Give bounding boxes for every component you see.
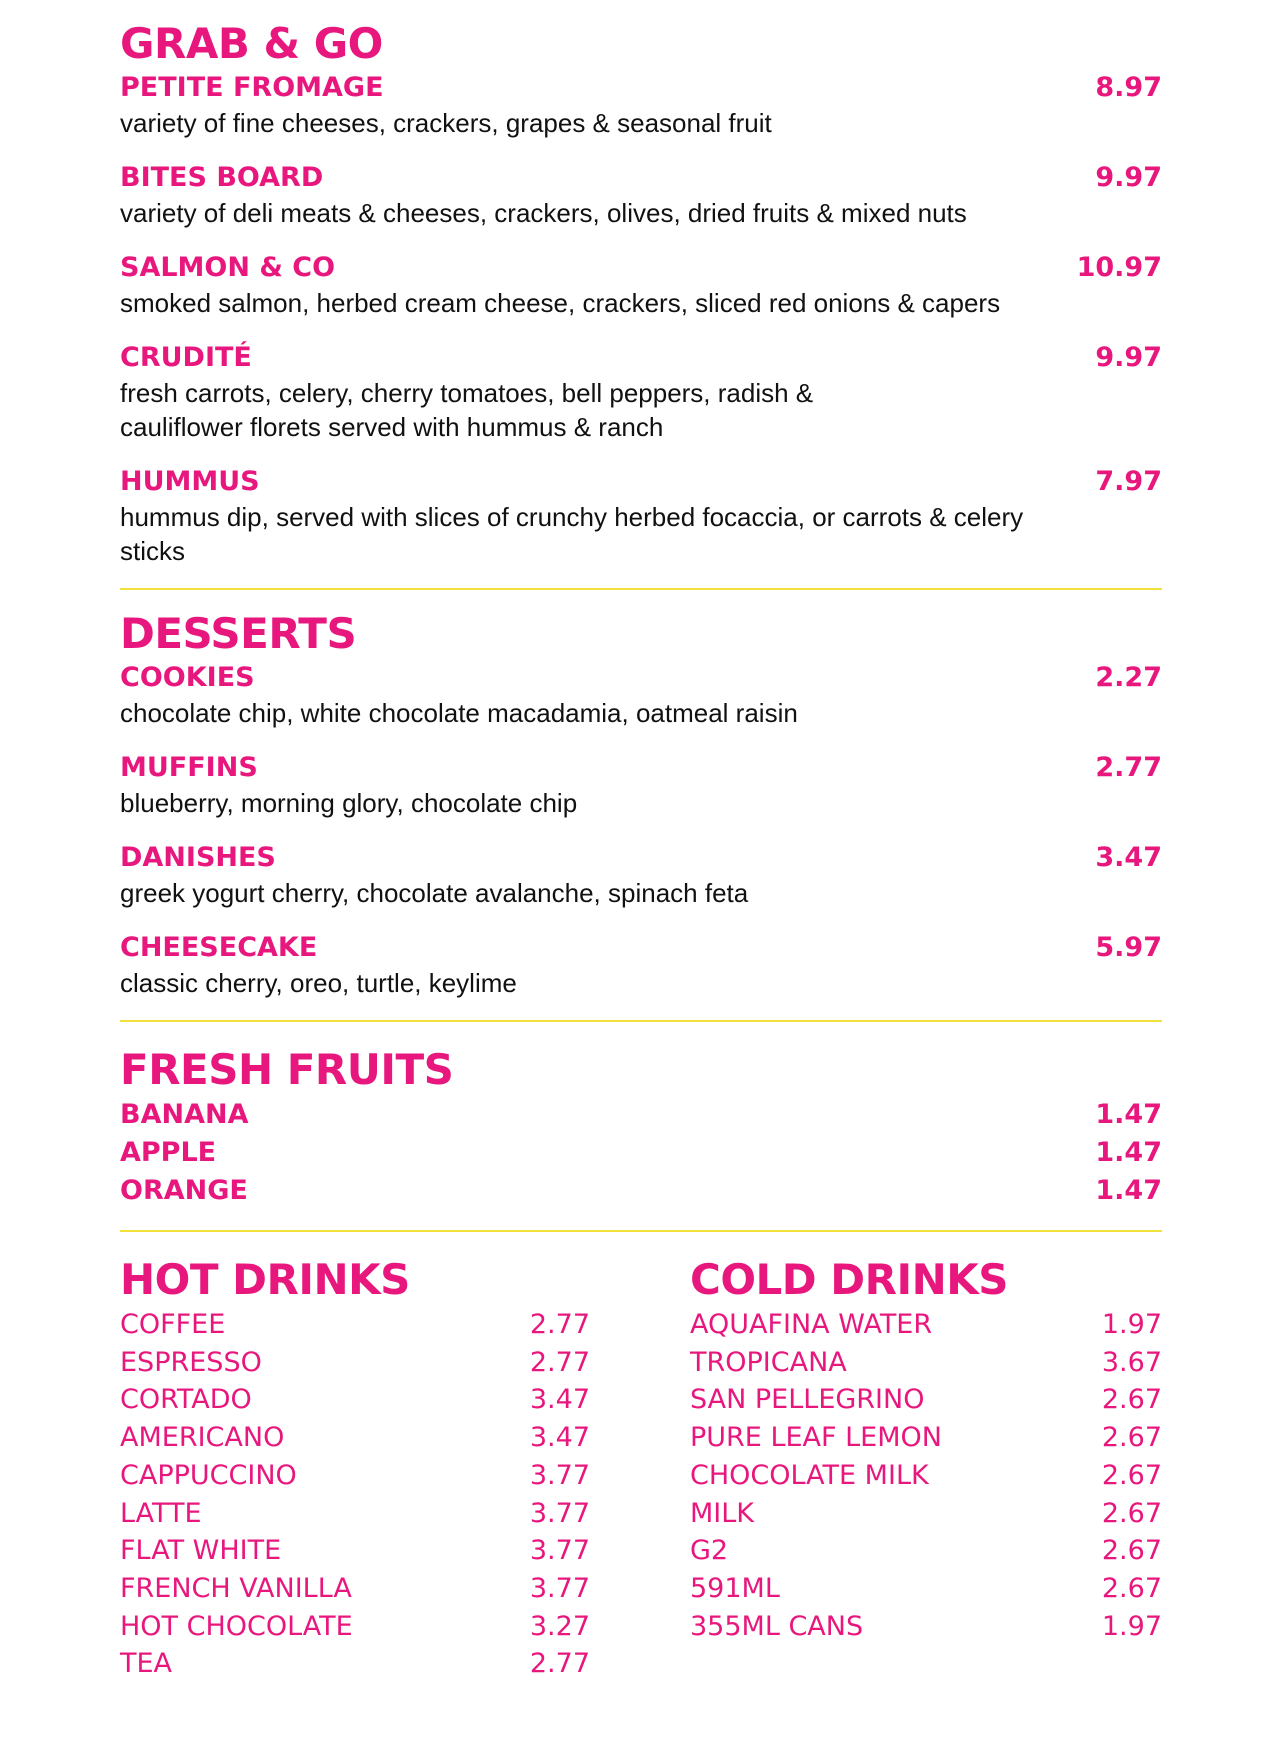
item-price: 3.47: [529, 1422, 590, 1454]
item-description: variety of fine cheeses, crackers, grapes & seasonal fruit: [120, 108, 772, 138]
list-item: [690, 1419, 1162, 1457]
section-title: COLD DRINKS: [690, 1255, 1009, 1304]
list-item: [690, 1344, 1162, 1382]
item-description: smoked salmon, herbed cream cheese, crackers, sliced red onions & capers: [120, 288, 1001, 318]
item-description: chocolate chip, white chocolate macadamia, oatmeal raisin: [120, 698, 798, 728]
item-price: 1.97: [1101, 1610, 1162, 1642]
item-name: CRUDITÉ: [120, 342, 252, 373]
list-item: [120, 1495, 590, 1533]
grab-and-go-section: [120, 18, 1162, 568]
item-name: 355ML CANS: [690, 1610, 864, 1642]
section-divider: [120, 1020, 1162, 1022]
item-name: HOT CHOCOLATE: [120, 1610, 353, 1642]
item-name: SAN PELLEGRINO: [690, 1384, 925, 1416]
item-price: 3.77: [529, 1497, 590, 1529]
item-price: 1.47: [1095, 1137, 1162, 1168]
item-description: greek yogurt cherry, chocolate avalanche, spinach feta: [120, 878, 749, 908]
item-price: 2.77: [1095, 752, 1162, 783]
item-price: 3.77: [529, 1572, 590, 1604]
item-price: 3.67: [1101, 1346, 1162, 1378]
item-price: 2.67: [1101, 1422, 1162, 1454]
item-description: variety of deli meats & cheeses, crackers, olives, dried fruits & mixed nuts: [120, 198, 967, 228]
item-name: G2: [690, 1535, 729, 1567]
item-name: MUFFINS: [120, 752, 258, 783]
list-item: [690, 1532, 1162, 1570]
item-price: 10.97: [1076, 252, 1162, 283]
item-name: APPLE: [120, 1137, 217, 1168]
item-price: 7.97: [1095, 466, 1162, 497]
item-price: 2.67: [1101, 1384, 1162, 1416]
item-price: 2.67: [1101, 1572, 1162, 1604]
list-item: [120, 1096, 1162, 1134]
item-price: 1.97: [1101, 1309, 1162, 1340]
hot-drinks-section: [120, 1254, 590, 1683]
item-name: AMERICANO: [120, 1422, 285, 1454]
item-name: DANISHES: [120, 842, 276, 873]
item-description: blueberry, morning glory, chocolate chip: [120, 788, 578, 818]
item-name: ORANGE: [120, 1175, 248, 1206]
fresh-fruits-section: [120, 1044, 1162, 1210]
item-price: 2.77: [529, 1309, 590, 1340]
item-price: 3.47: [1095, 842, 1162, 873]
item-name: CHOCOLATE MILK: [690, 1459, 929, 1491]
item-price: 1.47: [1095, 1175, 1162, 1206]
list-item: [120, 1419, 590, 1457]
item-name: PETITE FROMAGE: [120, 72, 384, 103]
menu-item: [120, 750, 1162, 820]
item-name: CHEESECAKE: [120, 932, 318, 963]
cold-drinks-section: [690, 1254, 1162, 1683]
item-price: 9.97: [1095, 162, 1162, 193]
list-item: [120, 1608, 590, 1646]
section-title: GRAB & GO: [120, 19, 383, 68]
item-price: 2.67: [1101, 1459, 1162, 1491]
menu-item: [120, 160, 1162, 230]
menu-item: [120, 660, 1162, 730]
item-name: FLAT WHITE: [120, 1535, 282, 1567]
list-item: [690, 1570, 1162, 1608]
list-item: [120, 1134, 1162, 1172]
item-name: MILK: [690, 1497, 755, 1529]
section-title: FRESH FRUITS: [120, 1045, 454, 1094]
item-price: 9.97: [1095, 342, 1162, 373]
desserts-section: [120, 608, 1162, 1000]
list-item: [690, 1608, 1162, 1646]
item-name: PURE LEAF LEMON: [690, 1422, 942, 1454]
menu-item: [120, 930, 1162, 1000]
item-name: COFFEE: [120, 1309, 226, 1340]
item-price: 8.97: [1095, 72, 1162, 103]
menu-item: [120, 70, 1162, 140]
item-name: LATTE: [120, 1497, 202, 1529]
item-name: FRENCH VANILLA: [120, 1572, 352, 1604]
item-price: 2.77: [529, 1648, 590, 1680]
section-divider: [120, 1230, 1162, 1232]
item-name: BANANA: [120, 1099, 249, 1130]
menu-item: [120, 464, 1162, 568]
item-name: 591ML: [690, 1572, 780, 1604]
list-item: [120, 1172, 1162, 1210]
item-name: BITES BOARD: [120, 162, 324, 193]
item-price: 2.67: [1101, 1535, 1162, 1567]
menu-page: [120, 18, 1162, 1683]
list-item: [690, 1381, 1162, 1419]
list-item: [120, 1306, 590, 1344]
item-name: CAPPUCCINO: [120, 1459, 297, 1491]
list-item: [120, 1532, 590, 1570]
list-item: [120, 1457, 590, 1495]
menu-item: [120, 340, 1162, 444]
list-item: [690, 1306, 1162, 1344]
item-price: 2.27: [1095, 662, 1162, 693]
item-price: 5.97: [1095, 932, 1162, 963]
item-name: CORTADO: [120, 1384, 252, 1416]
menu-item: [120, 840, 1162, 910]
section-title: HOT DRINKS: [120, 1255, 410, 1304]
item-description: classic cherry, oreo, turtle, keylime: [120, 968, 517, 998]
item-price: 3.47: [529, 1384, 590, 1416]
item-name: AQUAFINA WATER: [690, 1309, 933, 1340]
list-item: [690, 1457, 1162, 1495]
item-price: 2.77: [529, 1346, 590, 1378]
item-price: 2.67: [1101, 1497, 1162, 1529]
list-item: [120, 1381, 590, 1419]
item-name: SALMON & CO: [120, 252, 336, 283]
item-price: 3.27: [529, 1610, 590, 1642]
section-divider: [120, 588, 1162, 590]
list-item: [120, 1570, 590, 1608]
list-item: [120, 1344, 590, 1382]
item-price: 1.47: [1095, 1099, 1162, 1130]
list-item: [120, 1645, 590, 1683]
item-description: hummus dip, served with slices of crunchy herbed focaccia, or carrots & celery sticks: [120, 502, 1024, 566]
item-name: HUMMUS: [120, 466, 260, 497]
drinks-columns: [120, 1254, 1162, 1683]
item-name: TEA: [120, 1648, 173, 1680]
item-name: COOKIES: [120, 662, 255, 693]
item-name: ESPRESSO: [120, 1346, 262, 1378]
item-description: fresh carrots, celery, cherry tomatoes, bell peppers, radish & cauliflower florets served with hummus & ranch: [120, 378, 814, 442]
item-name: TROPICANA: [690, 1346, 847, 1378]
list-item: [690, 1495, 1162, 1533]
item-price: 3.77: [529, 1459, 590, 1491]
section-title: DESSERTS: [120, 609, 357, 658]
menu-item: [120, 250, 1162, 320]
item-price: 3.77: [529, 1535, 590, 1567]
